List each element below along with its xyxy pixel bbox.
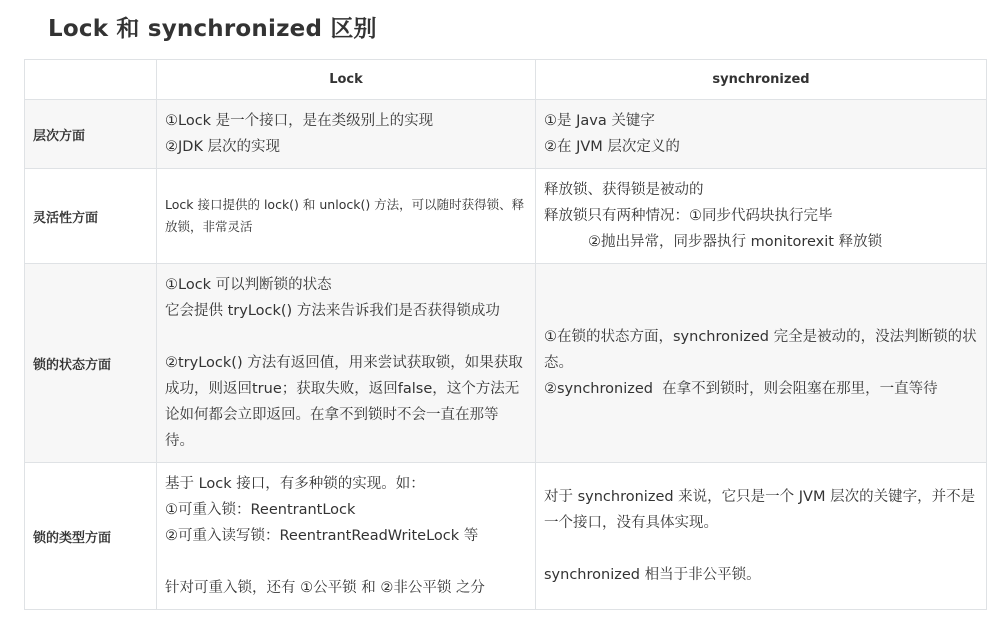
- sync-cell-flexibility: [536, 169, 987, 264]
- header-empty: [25, 60, 157, 100]
- cell-line: ②可重入读写锁：ReentrantReadWriteLock 等: [165, 528, 479, 544]
- cell-line: 释放锁只有两种情况：①同步代码块执行完毕: [544, 208, 833, 224]
- lock-cell-lock-type: [157, 463, 536, 610]
- cell-line: 它会提供 tryLock() 方法来告诉我们是否获得锁成功: [165, 303, 500, 319]
- lock-cell-level: [157, 100, 536, 169]
- comparison-table: [24, 59, 987, 610]
- header-synchronized: synchronized: [536, 60, 987, 100]
- page-title: Lock 和 synchronized 区别: [48, 16, 377, 42]
- cell-line: ②tryLock() 方法有返回值，用来尝试获取锁，如果获取成功，则返回true；获取失败，返回false，这个方法无论如何都会立即返回。在拿不到锁时不会一直在那等待。: [165, 355, 523, 449]
- row-label-flexibility: 灵活性方面: [25, 169, 157, 264]
- cell-line: ①是 Java 关键字: [544, 113, 655, 129]
- row-label-level: 层次方面: [25, 100, 157, 169]
- cell-line: ②JDK 层次的实现: [165, 139, 281, 155]
- cell-line: ②抛出异常，同步器执行 monitorexit 释放锁: [588, 234, 883, 250]
- lock-cell-lock-state: [157, 264, 536, 463]
- row-label-lock-type: 锁的类型方面: [25, 463, 157, 610]
- table-row: [25, 100, 987, 169]
- sync-cell-level: [536, 100, 987, 169]
- cell-line: ①Lock 是一个接口，是在类级别上的实现: [165, 113, 434, 129]
- header-lock: Lock: [157, 60, 536, 100]
- table-row: [25, 169, 987, 264]
- cell-line: ①可重入锁：ReentrantLock: [165, 502, 356, 518]
- cell-line: ①在锁的状态方面，synchronized 完全是被动的，没法判断锁的状态。: [544, 329, 977, 371]
- cell-line: synchronized 相当于非公平锁。: [544, 567, 761, 583]
- cell-line: ②synchronized 在拿不到锁时，则会阻塞在那里，一直等待: [544, 381, 938, 397]
- cell-line: Lock 接口提供的 lock() 和 unlock() 方法，可以随时获得锁、释放锁，非常灵活: [165, 197, 525, 234]
- table-row: [25, 264, 987, 463]
- cell-line: ①Lock 可以判断锁的状态: [165, 277, 332, 293]
- row-label-lock-state: 锁的状态方面: [25, 264, 157, 463]
- table-row: [25, 463, 987, 610]
- lock-cell-flexibility: [157, 169, 536, 264]
- table-header-row: [25, 60, 987, 100]
- cell-line: 释放锁、获得锁是被动的: [544, 182, 704, 198]
- sync-cell-lock-state: [536, 264, 987, 463]
- cell-blank-line: [165, 549, 527, 575]
- cell-line: 基于 Lock 接口，有多种锁的实现。如：: [165, 476, 425, 492]
- cell-blank-line: [544, 536, 978, 562]
- cell-line: 针对可重入锁，还有 ①公平锁 和 ②非公平锁 之分: [165, 580, 485, 596]
- cell-blank-line: [165, 324, 527, 350]
- sync-cell-lock-type: [536, 463, 987, 610]
- cell-line: 对于 synchronized 来说，它只是一个 JVM 层次的关键字，并不是一个接口，没有具体实现。: [544, 489, 976, 531]
- cell-line: ②在 JVM 层次定义的: [544, 139, 680, 155]
